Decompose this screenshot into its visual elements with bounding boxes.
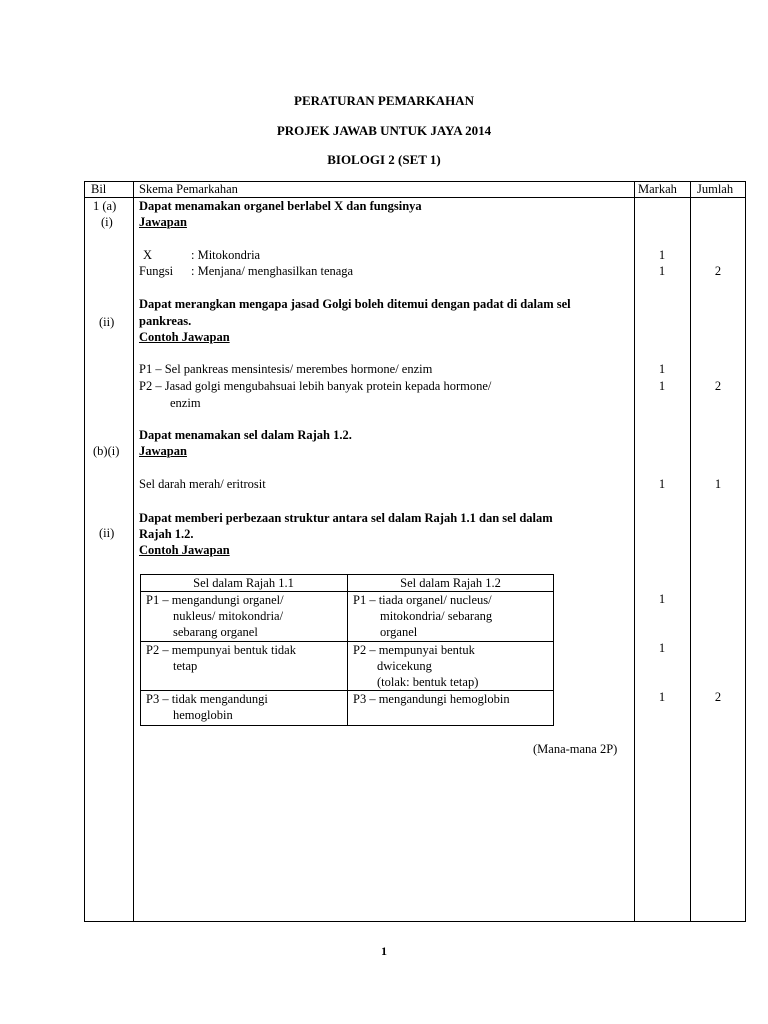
q1a-jumlah: 2 xyxy=(714,264,722,278)
q1a-mark-2: 1 xyxy=(658,264,666,278)
row3-left-line1: P3 – tidak mengandungi xyxy=(146,692,268,706)
q1b-i-jumlah: 1 xyxy=(714,477,722,491)
q1a-ii-jumlah: 2 xyxy=(714,379,722,393)
q1a-ii-title-1: Dapat merangkan mengapa jasad Golgi boleh ditemui dengan padat di dalam sel xyxy=(139,297,571,311)
q1a-title: Dapat menamakan organel berlabel X dan fungsinya xyxy=(139,199,422,213)
bil-1a-ii: (ii) xyxy=(99,315,115,329)
header-markah: Markah xyxy=(638,182,677,196)
q1a-mark-1: 1 xyxy=(658,248,666,262)
q1a-ii-title-2: pankreas. xyxy=(139,314,192,328)
q1b-ii-title-2: Rajah 1.2. xyxy=(139,527,194,541)
doc-subject: BIOLOGI 2 (SET 1) xyxy=(327,152,441,167)
row1-right-line1: P1 – tiada organel/ nucleus/ xyxy=(353,593,492,607)
col-divider-2 xyxy=(634,181,635,922)
q1a-ii-mark-1: 1 xyxy=(658,362,666,376)
col-divider-1 xyxy=(133,181,134,922)
header-jumlah: Jumlah xyxy=(697,182,734,196)
col-divider-3 xyxy=(690,181,691,922)
q1a-ii-p2: P2 – Jasad golgi mengubahsuai lebih banyak protein kepada hormone/ xyxy=(139,379,492,393)
row1-left-line2: nukleus/ mitokondria/ xyxy=(173,609,284,623)
row3-left-line2: hemoglobin xyxy=(173,708,233,722)
q1b-i-jawapan: Jawapan xyxy=(139,444,187,458)
row2-right-line2: dwicekung xyxy=(377,659,432,673)
header-bil: Bil xyxy=(91,182,107,196)
q1a-ii-p2-cont: enzim xyxy=(170,396,201,410)
row1-right-line3: organel xyxy=(380,625,418,639)
row2-left-line2: tetap xyxy=(173,659,198,673)
row2-right-line1: P2 – mempunyai bentuk xyxy=(353,643,475,657)
q1b-ii-mark-1: 1 xyxy=(658,592,666,606)
header-skema: Skema Pemarkahan xyxy=(139,182,238,196)
q1a-fungsi-label: Fungsi xyxy=(139,264,174,278)
q1b-ii-title-1: Dapat memberi perbezaan struktur antara sel dalam Rajah 1.1 dan sel dalam xyxy=(139,511,553,525)
q1a-fungsi-value: : Menjana/ menghasilkan tenaga xyxy=(191,264,354,278)
q1a-x-label: X xyxy=(143,248,153,262)
q1b-i-answer: Sel darah merah/ eritrosit xyxy=(139,477,266,491)
comparison-header-left: Sel dalam Rajah 1.1 xyxy=(193,576,294,590)
q1b-i-title: Dapat menamakan sel dalam Rajah 1.2. xyxy=(139,428,352,442)
row2-right-line3: (tolak: bentuk tetap) xyxy=(377,675,479,689)
doc-subtitle: PROJEK JAWAB UNTUK JAYA 2014 xyxy=(276,123,492,138)
any-2p-note: (Mana-mana 2P) xyxy=(533,742,618,756)
row3-right-line1: P3 – mengandungi hemoglobin xyxy=(353,692,510,706)
q1a-ii-p1: P1 – Sel pankreas mensintesis/ merembes hormone/ enzim xyxy=(139,362,433,376)
q1a-ii-contoh: Contoh Jawapan xyxy=(139,330,230,344)
comparison-col-divider xyxy=(347,574,348,726)
q1b-i-mark: 1 xyxy=(658,477,666,491)
page-number: 1 xyxy=(381,944,387,958)
bil-1b-ii: (ii) xyxy=(99,526,115,540)
row1-left-line3: sebarang organel xyxy=(173,625,258,639)
row2-left-line1: P2 – mempunyai bentuk tidak xyxy=(146,643,296,657)
bil-1a-i: (i) xyxy=(101,215,113,229)
bil-1b-i: (b)(i) xyxy=(93,444,120,458)
q1a-ii-mark-2: 1 xyxy=(658,379,666,393)
doc-title: PERATURAN PEMARKAHAN xyxy=(294,93,474,108)
q1b-ii-jumlah: 2 xyxy=(714,690,722,704)
comparison-header-right: Sel dalam Rajah 1.2 xyxy=(400,576,501,590)
q1b-ii-mark-2: 1 xyxy=(658,641,666,655)
q1a-jawapan: Jawapan xyxy=(139,215,187,229)
q1b-ii-mark-3: 1 xyxy=(658,690,666,704)
row1-right-line2: mitokondria/ sebarang xyxy=(380,609,493,623)
q1a-x-value: : Mitokondria xyxy=(191,248,261,262)
q1b-ii-contoh: Contoh Jawapan xyxy=(139,543,230,557)
row1-left-line1: P1 – mengandungi organel/ xyxy=(146,593,284,607)
bil-1a: 1 (a) xyxy=(93,199,117,213)
